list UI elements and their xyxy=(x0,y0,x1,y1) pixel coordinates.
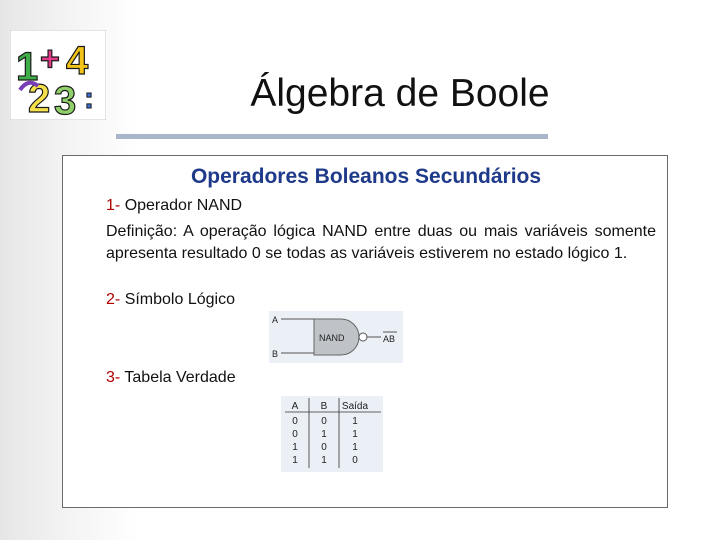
svg-text::: : xyxy=(84,82,94,115)
tt-header-saida: Saída xyxy=(341,401,369,412)
tt-cell-r3-c0: 1 xyxy=(292,455,298,466)
item-2-text: Símbolo Lógico xyxy=(124,291,235,308)
tt-cell-r3-c1: 1 xyxy=(321,455,327,466)
svg-text:4: 4 xyxy=(66,39,89,83)
tt-cell-r2-c0: 1 xyxy=(292,442,298,453)
title-underline xyxy=(116,134,548,139)
tt-cell-r3-c2: 0 xyxy=(352,455,358,466)
nand-gate-diagram xyxy=(269,311,403,363)
tt-cell-r1-c1: 1 xyxy=(321,429,327,440)
gate-input-a-label: A xyxy=(272,315,279,325)
gate-inverter-bubble xyxy=(359,333,367,341)
tt-cell-r0-c2: 1 xyxy=(352,416,358,427)
definition-text: Definição: A operação lógica NAND entre duas ou mais variáveis somente apresenta resultado 0 se todas as variáveis estiverem no estado lógico 1. xyxy=(106,223,656,262)
svg-text:2: 2 xyxy=(28,77,51,120)
svg-text:+: + xyxy=(40,40,60,78)
tt-cell-r2-c2: 1 xyxy=(352,442,358,453)
svg-text:3: 3 xyxy=(54,79,77,120)
tt-header-a: A xyxy=(291,401,299,412)
item-2 xyxy=(106,289,656,311)
truth-table-figure xyxy=(281,396,383,472)
svg-text:1: 1 xyxy=(16,45,39,89)
item-3-text: Tabela Verdade xyxy=(124,369,236,386)
tt-cell-r1-c0: 0 xyxy=(292,429,298,440)
nand-gate-figure xyxy=(269,311,403,363)
page-title: Álgebra de Boole xyxy=(250,72,550,115)
truth-table xyxy=(281,396,383,472)
tt-cell-r2-c1: 0 xyxy=(321,442,327,453)
tt-header-b: B xyxy=(320,401,328,412)
section-subtitle: Operadores Boleanos Secundários xyxy=(190,165,542,188)
numbers-logo xyxy=(10,30,106,120)
truth-table-rows xyxy=(292,416,358,466)
item-2-number: 2- xyxy=(106,291,121,308)
item-3 xyxy=(106,367,656,389)
content-box xyxy=(62,155,668,508)
tt-cell-r1-c2: 1 xyxy=(352,429,358,440)
gate-input-b-label: B xyxy=(272,349,279,359)
gate-output-label: AB xyxy=(383,334,396,344)
tt-cell-r0-c0: 0 xyxy=(292,416,298,427)
item-1-text: Operador NAND xyxy=(124,197,243,214)
item-1-number: 1- xyxy=(106,197,121,214)
item-3-number: 3- xyxy=(106,369,121,386)
gate-label: NAND xyxy=(319,333,345,343)
tt-cell-r0-c1: 0 xyxy=(321,416,327,427)
item-1 xyxy=(106,195,656,217)
